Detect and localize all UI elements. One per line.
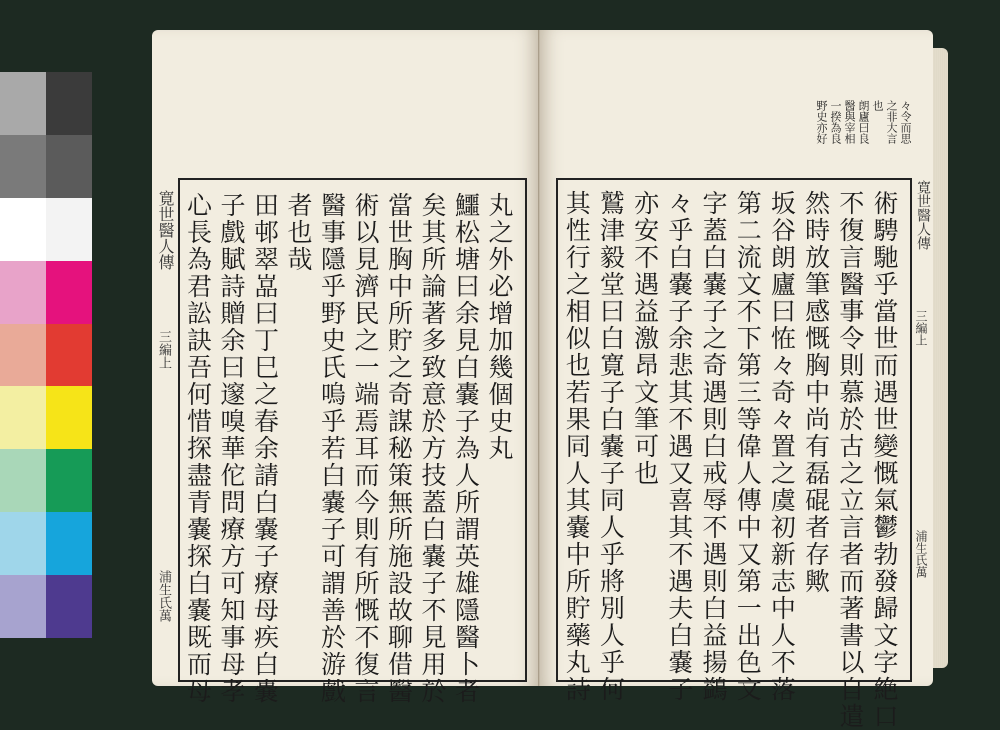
text-column: 術騁馳乎當世而遇世變慨氣鬱勃發歸文字絶口 <box>870 190 899 730</box>
color-swatch <box>46 261 92 324</box>
text-column: 第二流文不下第三等偉人傳中又第一出色文 <box>733 190 763 703</box>
text-column: 當世胸中所貯之奇謀秘策無所施設故聊借醫 <box>384 192 414 705</box>
text-column: 亦安不遇益激昂文筆可也 <box>630 190 660 487</box>
text-column: 醫事隱乎野史氏嗚乎若白嚢子可謂善於游戲 <box>317 192 347 705</box>
color-swatch <box>0 261 46 324</box>
color-swatch <box>0 512 46 575</box>
text-column: 丸之外必增加幾個史丸 <box>485 192 514 462</box>
left-margin-title: 寛世醫人傳 <box>156 190 175 270</box>
open-book <box>140 18 945 730</box>
headnote-column: 朗廬曰良 <box>857 100 870 144</box>
right-margin-sub: 三編上 <box>914 310 928 346</box>
headnote-column: 之非大言 <box>885 100 898 144</box>
color-swatch <box>0 72 46 135</box>
left-page <box>152 30 540 705</box>
text-column: 々乎白嚢子余悲其不遇又喜其不遇夫白嚢子 <box>664 190 694 703</box>
text-column: 坂谷朗廬曰恠々奇々置之虞初新志中人不落 <box>767 190 797 703</box>
color-swatch <box>46 72 92 135</box>
text-column: 子戲賦詩贈余曰邃嗅華佗問療方可知事母孝 <box>217 192 246 705</box>
color-swatch <box>0 575 46 638</box>
text-column: 者也哉 <box>284 192 313 273</box>
color-swatch <box>0 198 46 261</box>
left-text-frame <box>178 178 527 705</box>
color-swatch <box>46 198 92 261</box>
color-swatch <box>46 324 92 387</box>
left-margin-bottom: 浦生氏萬 <box>156 570 171 622</box>
text-column: 心長為君訟訣吾何惜探盡青嚢探白嚢既而母 <box>183 192 213 705</box>
left-margin-sub: 三編上 <box>156 330 171 369</box>
color-swatch <box>46 575 92 638</box>
right-margin-title: 寛世醫人傳 <box>915 180 931 250</box>
headnote-column: 々令而思 <box>899 100 912 144</box>
color-swatch <box>46 449 92 512</box>
text-column: 鷲津毅堂曰白寛子白嚢子同人乎將別人乎何 <box>596 190 626 703</box>
text-column: 術以見濟民之一端焉耳而今則有所慨不復言 <box>351 192 380 705</box>
color-swatch <box>0 449 46 512</box>
right-text-frame <box>556 178 912 730</box>
color-swatch <box>0 386 46 449</box>
book-gutter <box>538 30 540 686</box>
text-column: 然時放筆感慨胸中尚有磊䃂者存歟 <box>801 190 831 595</box>
color-swatch <box>46 135 92 198</box>
text-column: 其性行之相似也若果同人其嚢中所貯藥丸詩 <box>562 190 592 703</box>
headnote-column: 也 <box>871 100 884 111</box>
text-column: 矣其所論著多致意於方技蓋白嚢子不見用於 <box>418 192 447 705</box>
right-margin-bottom: 浦生氏萬 <box>914 530 928 578</box>
color-swatch <box>0 135 46 198</box>
color-swatch <box>46 386 92 449</box>
headnote-column: 一揆為良 <box>829 100 842 144</box>
text-column: 不復言醫事令則慕於古之立言者而著書以自遣 <box>835 190 865 730</box>
text-column: 字蓋白嚢子之奇遇則白戒辱不遇則白益揚鷁 <box>699 190 728 703</box>
text-column: 鱷松塘曰余見白嚢子為人所謂英雄隱醫卜者 <box>451 192 481 705</box>
color-swatch <box>46 512 92 575</box>
right-page <box>538 30 933 730</box>
color-swatch <box>0 324 46 387</box>
text-column: 田邨翠嵓曰丁巳之春余請白嚢子療母疾白嚢 <box>250 192 280 705</box>
headnote-column: 野史亦好 <box>815 100 828 144</box>
color-calibration-card <box>0 72 92 638</box>
headnote-column: 醫與宰相 <box>843 100 856 144</box>
